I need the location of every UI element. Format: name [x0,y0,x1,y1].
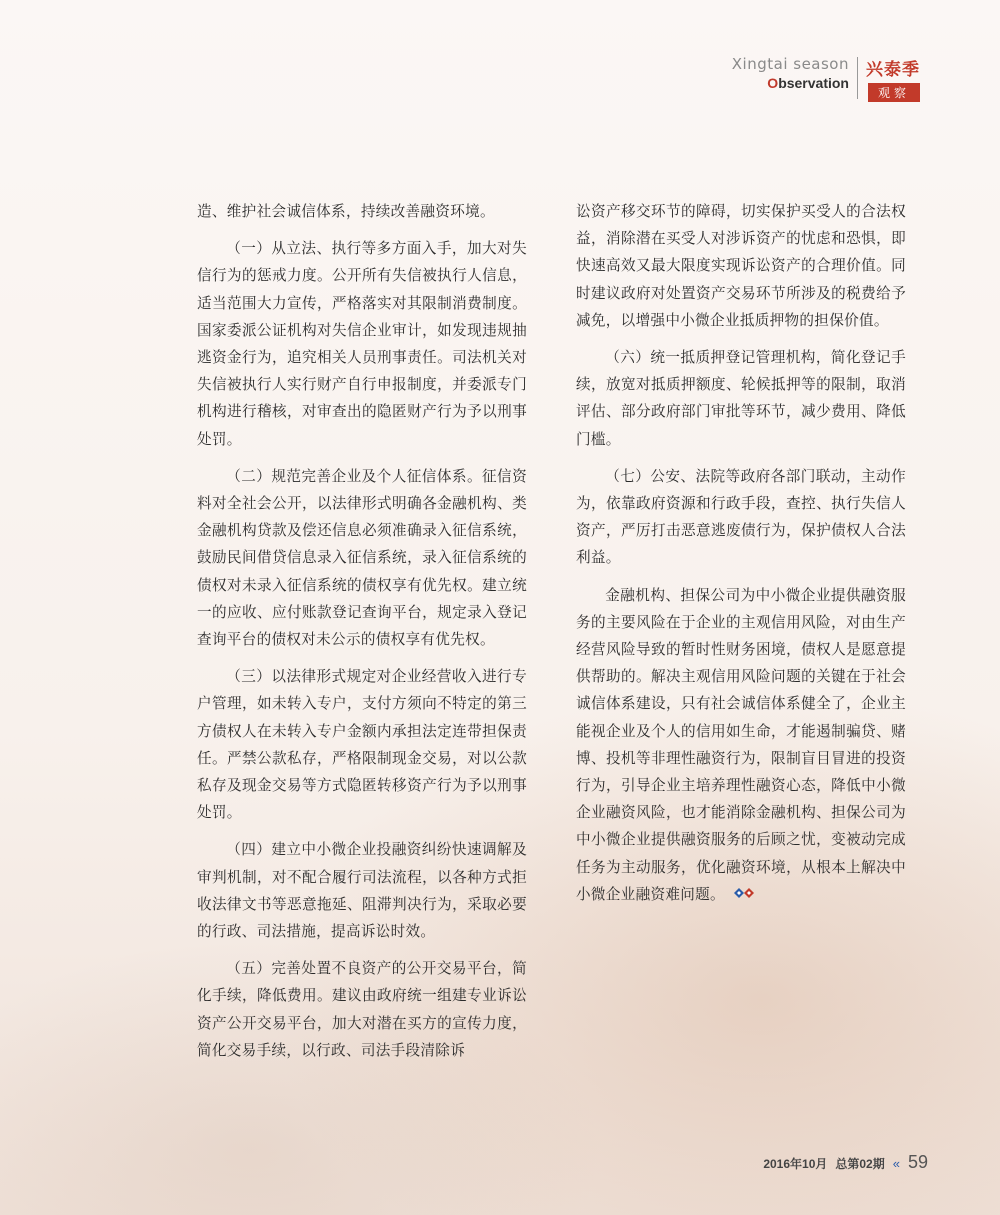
double-chevron-left-icon: « [892,1156,900,1171]
page-footer [763,1152,928,1173]
header-titles [732,55,857,91]
section-title-initial: O [767,75,779,91]
header-divider [857,57,858,99]
paragraph: （二）规范完善企业及个人征信体系。征信资料对全社会公开，以法律形式明确各金融机构、类金融机构贷款及偿还信息必须准确录入征信系统，鼓励民间借贷信息录入征信系统，录入征信系统的债权对未录入征信系统的债权享有优先权。建立统一的应收、应付账款登记查询平台，规定录入登记查询平台的债权对未公示的债权享有优先权。 [197,467,527,649]
paragraph: （一）从立法、执行等多方面入手，加大对失信行为的惩戒力度。公开所有失信被执行人信息，适当范围大力宣传，严格落实对其限制消费制度。国家委派公证机构对失信企业审计，如发现违规抽逃资金行为，追究相关人员刑事责任。司法机关对失信被执行人实行财产自行申报制度，并委派专门机构进行稽核，对审查出的隐匿财产行为予以刑事处罚。 [197,240,527,448]
paragraph: 讼资产移交环节的障碍，切实保护买受人的合法权益，消除潜在买受人对涉诉资产的忧虑和恐惧，即快速高效又最大限度实现诉讼资产的合理价值。同时建议政府对处置资产交易环节所涉及的税费给予减免，以增强中小微企业抵质押物的担保价值。 [576,203,906,329]
paragraph: （四）建立中小微企业投融资纠纷快速调解及审判机制，对不配合履行司法流程，以各种方式拒收法律文书等恶意拖延、阻滞判决行为，采取必要的行政、司法措施，提高诉讼时效。 [197,841,527,941]
page-header [732,55,920,102]
section-tag: 观察 [868,83,920,102]
final-paragraph [576,582,906,908]
paragraph-text: 金融机构、担保公司为中小微企业提供融资服务的主要风险在于企业的主观信用风险，对由生产经营风险导致的暂时性财务困境，债权人是愿意提供帮助的。解决主观信用风险问题的关键在于社会诚信体系建设，只有社会诚信体系健全了，企业主能视企业及个人的信用如生命，才能遏制骗贷、赌博、投机等非理性融资行为，限制盲目冒进的投资行为，引导企业主培养理性融资心态，降低中小微企业融资风险，也才能消除金融机构、担保公司为中小微企业提供融资服务的后顾之忧，变被动完成任务为主动服务，优化融资环境，从根本上解决中小微企业融资难问题。 [576,586,906,903]
end-mark-icon [733,886,755,900]
brand-logo: 兴泰季 [866,60,920,80]
paragraph: （三）以法律形式规定对企业经营收入进行专户管理，如未转入专户，支付方须向不特定的第三方债权人在未转入专户金额内承担法定连带担保责任。严禁公款私存，严格限制现金交易，对以公款私存及现金交易等方式隐匿转移资产行为予以刑事处罚。 [197,668,527,822]
section-title-rest: bservation [778,75,849,91]
paragraph: （七）公安、法院等政府各部门联动，主动作为，依靠政府资源和行政手段，查控、执行失信人资产，严厉打击恶意逃废债行为，保护债权人合法利益。 [576,467,906,567]
issue-date: 2016年10月 [763,1157,828,1171]
paragraph: （五）完善处置不良资产的公开交易平台，简化手续，降低费用。建议由政府统一组建专业诉讼资产公开交易平台，加大对潜在买方的宣传力度，简化交易手续，以行政、司法手段清除诉 [197,960,527,1059]
series-title: Xingtai season [731,55,849,73]
issue-number: 总第02期 [835,1157,885,1171]
paragraph: （六）统一抵质押登记管理机构，简化登记手续，放宽对抵质押额度、轮候抵押等的限制，取消评估、部分政府部门审批等环节，减少费用、降低门槛。 [576,349,906,448]
left-column [197,198,527,1074]
page-number: 59 [907,1152,928,1172]
section-title-en [732,75,849,91]
right-column [576,198,906,918]
header-brand [866,55,920,102]
paragraph: 造、维护社会诚信体系，持续改善融资环境。 [197,203,495,220]
